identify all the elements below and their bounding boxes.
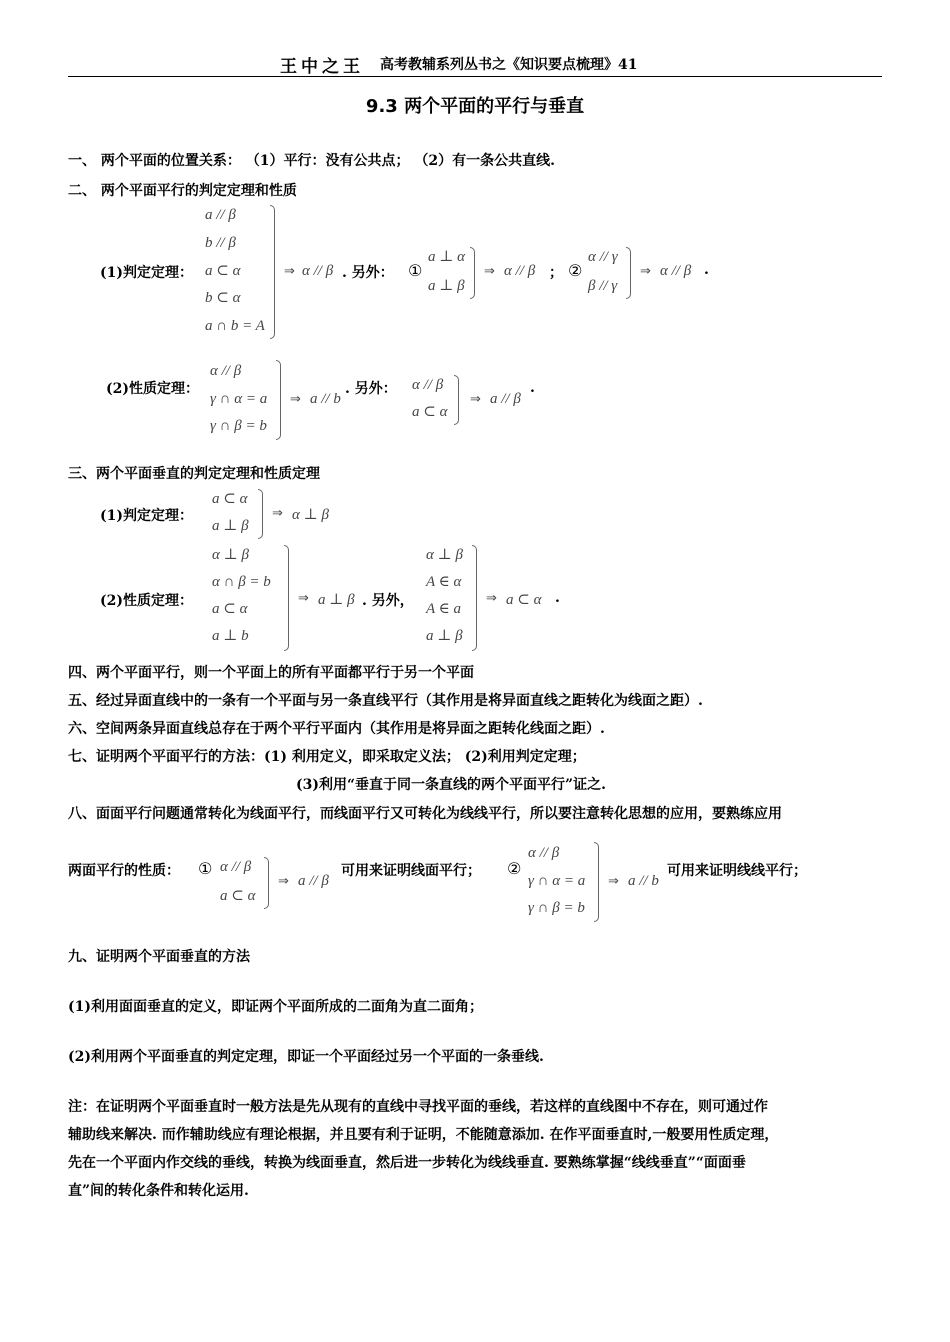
- implies-arrow: ⇒: [640, 264, 651, 279]
- section-7-line-2: (3)利用“垂直于同一条直线的两个平面平行”证之.: [296, 777, 606, 793]
- s8-formula-2-line: γ ∩ β = b: [528, 900, 585, 916]
- s3-p1-label: (1)判定定理：: [100, 508, 193, 524]
- section-7-line-1: 七、证明两个平面平行的方法：(1) 利用定义，即采取定义法； (2)利用判定定理；: [68, 749, 586, 765]
- s2-p2-alt-line: a ⊂ α: [412, 404, 448, 420]
- s3-p2-conclusion: a ⊥ β: [318, 592, 355, 608]
- s2-p2-conclusion: a // b: [310, 391, 341, 407]
- s3-p1-brace: [258, 489, 263, 539]
- s2-p1-premise: a ∩ b = A: [205, 318, 265, 334]
- implies-arrow: ⇒: [608, 874, 619, 889]
- section-5-text: 五、经过异面直线中的一条有一个平面与另一条直线平行（其作用是将异面直线之距转化为线面之距）.: [68, 693, 703, 709]
- s8-formula-2-line: γ ∩ α = a: [528, 872, 586, 889]
- s2-p1-premises: [205, 208, 265, 334]
- implies-arrow: ⇒: [486, 591, 497, 606]
- s2-p2-premise: α // β: [210, 363, 242, 379]
- s3-p2-alt-line: A ∈ α: [426, 574, 462, 590]
- note-line-2: 辅助线来解决. 而作辅助线应有理论根据，并且要有利于证明，不能随意添加. 在作平面垂直时,一般要用性质定理，: [68, 1127, 779, 1143]
- s2-p1-alt2-line: α // γ: [588, 249, 618, 265]
- s2-p2-brace: [276, 360, 281, 440]
- s2-p2-alt-conclusion: a // β: [490, 391, 521, 407]
- s3-p2-alt: [426, 548, 463, 644]
- s2-p1-premise: a // β: [205, 207, 236, 223]
- s2-p2-also: . 另外：: [345, 381, 397, 397]
- s3-p2-premises: [212, 548, 271, 644]
- s2-p1-conclusion: α // β: [302, 263, 334, 279]
- s3-p2-alt-line: A ∈ a: [426, 601, 461, 617]
- s2-p1-alt1: [428, 250, 465, 294]
- s2-p1-end: .: [704, 262, 709, 278]
- s2-p1-alt1-brace: [470, 247, 475, 299]
- s2-p2-premises: [210, 364, 267, 434]
- section-2-heading: 二、 两个平面平行的判定定理和性质: [68, 183, 297, 199]
- s3-p2-also: . 另外，: [362, 593, 414, 609]
- s2-p1-alt1-conclusion: α // β: [504, 263, 536, 279]
- implies-arrow: ⇒: [284, 264, 295, 279]
- s8-formula-1-brace: [264, 857, 269, 909]
- s2-p1-alt1-line: a ⊥ β: [428, 278, 465, 294]
- s2-p1-marker-2: ②: [568, 261, 583, 280]
- s2-p2-premise: γ ∩ β = b: [210, 418, 267, 434]
- s2-p2-alt-brace: [454, 375, 459, 425]
- s2-p1-alt2-conclusion: α // β: [660, 263, 692, 279]
- s3-p2-brace: [284, 545, 289, 651]
- section-1-position-relations: 一、 两个平面的位置关系： （1）平行：没有公共点； （2）有一条公共直线.: [68, 153, 555, 169]
- s2-p1-alt2: [588, 250, 618, 294]
- s8-formula-1-line: α // β: [220, 859, 252, 875]
- s8-formula-1-line: a ⊂ α: [220, 888, 256, 904]
- s3-p2-premise: α ∩ β = b: [212, 574, 271, 590]
- s8-mid-text: 可用来证明线面平行；: [341, 863, 481, 879]
- s3-p2-label: (2)性质定理：: [100, 593, 193, 609]
- s2-p1-premise: a ⊂ α: [205, 262, 241, 279]
- s3-p2-alt-conclusion: a ⊂ α: [506, 592, 542, 608]
- implies-arrow: ⇒: [484, 264, 495, 279]
- s2-p1-also: . 另外：: [342, 265, 394, 281]
- s8-formula-1-conclusion: a // β: [298, 873, 329, 889]
- section-9-heading: 九、证明两个平面垂直的方法: [68, 949, 250, 965]
- implies-arrow: ⇒: [298, 591, 309, 606]
- section-9-method-2: (2)利用两个平面垂直的判定定理，即证一个平面经过另一个平面的一条垂线.: [68, 1049, 544, 1065]
- s3-p2-alt-line: α ⊥ β: [426, 547, 463, 563]
- s3-p2-premise: α ⊥ β: [212, 547, 249, 563]
- s8-formula-1: [220, 860, 255, 904]
- s8-formula-2: [528, 846, 585, 916]
- section-3-heading: 三、两个平面垂直的判定定理和性质定理: [68, 466, 320, 482]
- s2-p1-label: (1)判定定理：: [100, 265, 193, 281]
- s8-formula-2-conclusion: a // b: [628, 873, 659, 889]
- s8-marker-2: ②: [507, 859, 522, 878]
- note-line-4: 直”间的转化条件和转化运用.: [68, 1183, 249, 1199]
- section-8-line-1: 八、面面平行问题通常转化为线面平行，而线面平行又可转化为线线平行，所以要注意转化思想的应用，要熟练应用: [68, 806, 782, 822]
- s2-p2-alt-line: α // β: [412, 377, 444, 393]
- s3-p1-conclusion: α ⊥ β: [292, 507, 329, 523]
- s2-p1-marker-1: ①: [408, 261, 423, 280]
- s8-formula-2-line: α // β: [528, 845, 560, 861]
- implies-arrow: ⇒: [290, 392, 301, 407]
- header-brand: 王中之王: [280, 57, 364, 77]
- header-series: 高考教辅系列丛书之《知识要点梳理》41: [380, 57, 638, 73]
- s2-p2-alt: [412, 378, 447, 420]
- implies-arrow: ⇒: [470, 392, 481, 407]
- implies-arrow: ⇒: [278, 874, 289, 889]
- s2-p2-end: .: [530, 380, 535, 396]
- s3-p2-premise: a ⊥ b: [212, 628, 249, 644]
- s8-lead: 两面平行的性质：: [68, 863, 180, 879]
- note-line-1: 注：在证明两个平面垂直时一般方法是先从现有的直线中寻找平面的垂线，若这样的直线图中不存在，则可通过作: [68, 1099, 768, 1115]
- s2-p1-premise: b // β: [205, 234, 236, 251]
- s3-p2-end: .: [555, 590, 560, 606]
- page-title: 9.3 两个平面的平行与垂直: [365, 96, 585, 117]
- s8-tail-text: 可用来证明线线平行；: [667, 863, 807, 879]
- s8-marker-1: ①: [198, 859, 213, 878]
- page-header: [68, 52, 882, 77]
- section-9-method-1: (1)利用面面垂直的定义，即证两个平面所成的二面角为直二面角；: [68, 999, 483, 1015]
- s3-p1-premise: a ⊥ β: [212, 518, 249, 534]
- implies-arrow: ⇒: [272, 506, 283, 521]
- s2-p1-premise: b ⊂ α: [205, 290, 241, 307]
- s3-p2-alt-line: a ⊥ β: [426, 628, 463, 644]
- s3-p1-premise: a ⊂ α: [212, 491, 248, 507]
- s3-p2-premise: a ⊂ α: [212, 601, 248, 617]
- s2-p1-alt1-line: a ⊥ α: [428, 249, 465, 265]
- s3-p2-alt-brace: [472, 545, 477, 651]
- s2-p1-alt2-brace: [626, 247, 631, 299]
- s3-p1-premises: [212, 492, 249, 534]
- note-line-3: 先在一个平面内作交线的垂线，转换为线面垂直，然后进一步转化为线线垂直. 要熟练掌握“线线垂直”“面面垂: [68, 1155, 746, 1171]
- s2-p2-premise: γ ∩ α = a: [210, 390, 268, 407]
- section-4-text: 四、两个平面平行，则一个平面上的所有平面都平行于另一个平面: [68, 665, 474, 681]
- s2-p2-label: (2)性质定理：: [106, 381, 199, 397]
- s8-formula-2-brace: [594, 842, 599, 922]
- s2-p1-separator: ；: [549, 265, 563, 281]
- section-6-text: 六、空间两条异面直线总存在于两个平行平面内（其作用是将异面之距转化线面之距）.: [68, 721, 605, 737]
- s2-p1-brace: [270, 205, 275, 339]
- s2-p1-alt2-line: β // γ: [588, 278, 618, 294]
